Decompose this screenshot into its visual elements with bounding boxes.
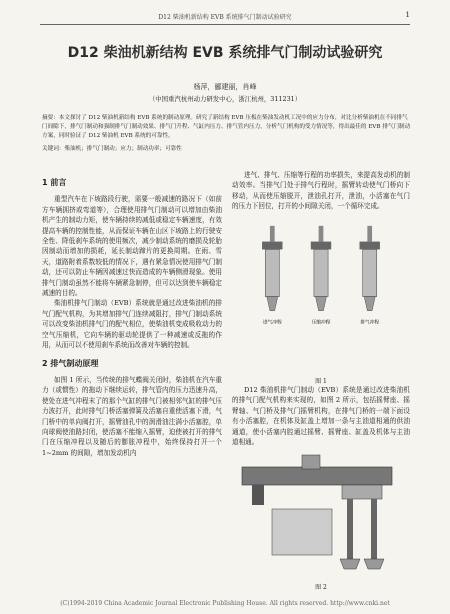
- footer: (C)1994-2019 China Academic Journal Electronic Publishing House. All rights reserved. http://www.cnki.net: [60, 600, 390, 607]
- figure-1-stage-1: [262, 226, 282, 311]
- pushrod: [252, 485, 264, 505]
- section-heading-intro: 1 前言: [42, 178, 67, 187]
- valve-stem-right: [371, 499, 377, 559]
- right-column-mid: [232, 385, 410, 447]
- valve-bridge: [342, 485, 382, 499]
- figure-1-stage-3: [360, 226, 380, 311]
- authors: 杨萍，郦建丽，肖峰: [193, 83, 257, 91]
- figure-1-diagram: [232, 218, 410, 328]
- cylinder-head-block: [272, 509, 332, 555]
- figure-1-label-1: 进气冲程: [262, 320, 282, 326]
- figure-1-label-3: 排气冲程: [360, 320, 380, 326]
- right-paragraph-2: D12 柴油机排气门制动（EVB）系统是通过改进柴油机的排气门配气机构来实现的，如图 2 所示，包括摇臂座、摇臂轴、气门桥及排气门摇臂机构，在排气门桥的一端下面设有小活塞腔，在机体及缸盖上增加一条与主油道相通的供油通道，使小活塞内腔通过摇臂、摇臂座、缸盖及机体与主油道相通。: [232, 386, 410, 447]
- intro-paragraph-1: 重型汽车在下坡路段行驶，需要一般减速的路况下（如前方车辆拥挤或弯道等），合理使用排气门制动可以增加由柴油机产生的制动力矩，使车辆持续的减低或稳定车辆速度，有效提高车辆的控制性能，从而保证车辆在山区下坡路上的行驶安全性、降低刹车系统的使用频次，减少制动系统的磨损及轮胎因制动而增加的损耗，延长制动蹄片的更换周期。在雨、雪天，道路附着系数较低的情况下，遇有紧急情况使用排气门制动，还可以防止车辆因减速过快而造成的车辆侧滑现象。使用排气门制动虽然不能将车辆紧急制停，但可以达到使车辆稳定减速的目的。: [42, 195, 222, 298]
- rocker-seat: [302, 455, 320, 469]
- paper-title: D12 柴油机新结构 EVB 系统排气门制动试验研究: [67, 45, 383, 61]
- intro-paragraph-2: 柴油机排气门制动（EVB）系统就是通过改进柴油机的排气门配气机构，为其增加排气门连续减阻打，排气门制动系统可以改变柴油机排气门的配气相位，使柴油机变成吸收动力的空气压缩机，它向车辆的驱动轮提供了一种减速或反拖的作用，从而可以不使用刹车系统而改善对车辆的控制。: [42, 299, 222, 350]
- right-column-top: [232, 170, 410, 212]
- keywords: 关键词：柴油机；排气门制动；应力；制动功率；可靠性: [42, 146, 182, 152]
- header-rule: [40, 24, 410, 25]
- figure-1-stage-2: [311, 226, 331, 311]
- right-paragraph-1: 进气、排气、压缩等行程的功率损失，来提高发动机的制动效率。当排气门处于排气行程时，摇臂转动使气门桥向下移动，从而使压缩脱开，泄油孔打开，泄油，小活塞在气门的压力下回位，打开的小间隙关闭，一个循环完成。: [232, 171, 410, 211]
- principle-paragraph-1: 如图 1 所示，当传统的排气蝶阀关闭时，柴油机在汽车重力（或惯性）的拖动下继续运转，排气管内的压力迅速升高，使处在进气冲程末了的那个气缸的排气门被相邻气缸的排气压力波打开，此时排气门桥活塞弹簧及活塞自重使活塞下滑，气门桥中的单向阀打开，摇臂油孔中的润滑油注满小活塞腔，单向球阀使油路封闭，使活塞不能缩入摇臂，迫使被打开的排气门在压缩冲程以及随后的膨胀冲程中，始终保持打开一个 1~2mm 的间隙，增加发动机内: [42, 375, 222, 457]
- figure-2-caption: 图 2: [315, 584, 327, 591]
- page-number: 1: [405, 11, 410, 19]
- left-column: [42, 170, 222, 458]
- abstract: 摘要：本文探讨了 D12 柴油机新结构 EVB 系统的制动原理。研究了新结构 EVB 压板在柴油发动机工况中的应力分布，对比分析柴油机在不同排气门间隙下，排气门制动和强制排气门制动效果、排气门升程、气缸内压力、排气管内压力，分析气门机构的受力情况等，得出最佳的 EVB 排气门制动方案，同时验证了 D12 柴油机 EVB 系统的可靠性。: [42, 115, 411, 139]
- rocker-arm: [242, 467, 392, 485]
- running-header: D12 柴油机新结构 EVB 系统排气门制动试验研究: [158, 14, 292, 21]
- figure-2-diagram: [232, 447, 410, 577]
- section-heading-principle: 2 排气制动原理: [42, 358, 99, 368]
- affiliation: （中国重汽杭州动力研发中心，浙江杭州，311231）: [148, 95, 302, 103]
- figure-1-caption: 图 1: [315, 378, 327, 385]
- valve-stem-left: [347, 499, 353, 559]
- figure-1-label-2: 压缩冲程: [311, 320, 331, 326]
